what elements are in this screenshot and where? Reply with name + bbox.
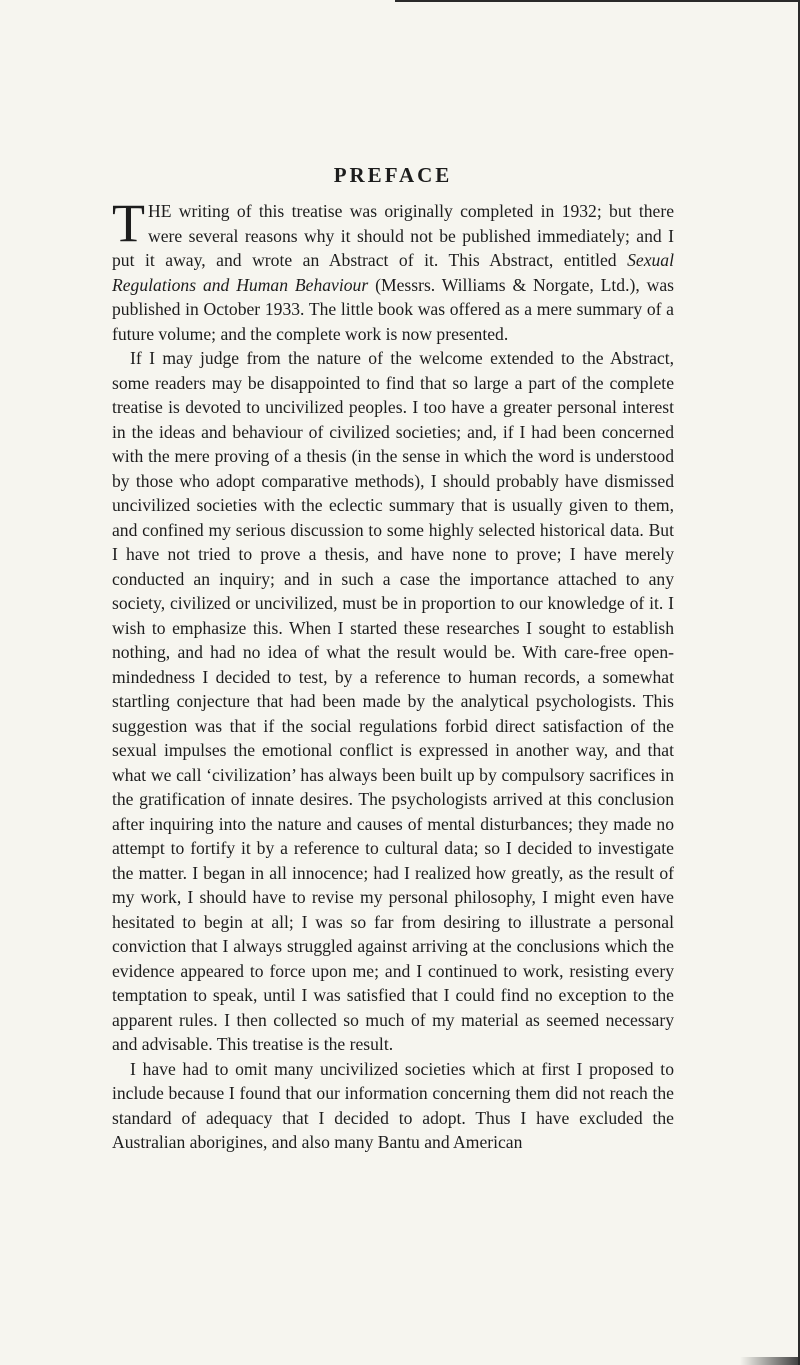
page-edge-top <box>395 0 800 2</box>
page-corner-shadow <box>740 1357 800 1365</box>
drop-cap: T <box>112 193 145 253</box>
paragraph-2: If I may judge from the nature of the welcome extended to the Abstract, some readers may be disappointed to find that so large a part of the complete treatise is devoted to uncivilized peoples. I too have a greater personal interest in the ideas and behaviour of civilized societies; and, if I had been concerned with the mere proving of a thesis (in the sense in which the word is understood by those who adopt comparative methods), I should probably have dismissed uncivilized societies with the eclectic summary that is usually given to them, and confined my serious discussion to some highly selected historical data. But I have not tried to prove a thesis, and have none to prove; I have merely conducted an inquiry; and in such a case the importance attached to any society, civilized or uncivilized, must be in proportion to our knowledge of it. I wish to emphasize this. When I started these researches I sought to establish nothing, and had no idea of what the result would be. With care-free open-mindedness I decided to test, by a reference to human records, a somewhat startling conjecture that had been made by the analytical psychologists. This suggestion was that if the social regulations forbid direct satisfaction of the sexual impulses the emotional conflict is expressed in another way, and that what we call ‘civilization’ has always been built up by compulsory sacrifices in the gratification of innate desires. The psychologists arrived at this conclusion after inquiring into the nature and causes of mental disturbances; they made no attempt to fortify it by a reference to cultural data; so I decided to investigate the matter. I began in all innocence; had I realized how greatly, as the result of my work, I should have to revise my personal philosophy, I might even have hesitated to begin at all; I was so far from desiring to illustrate a personal conviction that I always struggled against arriving at the conclusions which the evidence appeared to force upon me; and I continued to work, resisting every temptation to speak, until I was satisfied that I could find no exception to the apparent rules. I then collected so much of my material as seemed necessary and advisable. This treatise is the result. <box>112 348 674 1054</box>
paragraph-1 <box>112 193 674 346</box>
preface-text-block <box>112 160 674 1155</box>
page-title: PREFACE <box>333 163 453 187</box>
abstract-title: Sexual Regulations and Human Behaviour <box>112 250 674 295</box>
paragraph-1-intro: HE writing of this treatise was originally completed in 1932; but there were several reasons why it should not be published immediately; and I put it away, and wrote an Abstract of it. This Abstract, entitled <box>112 201 674 270</box>
paragraph-3: I have had to omit many uncivilized societies which at first I proposed to include because I found that our information concerning them did not reach the standard of adequacy that I decided to adopt. Thus I have excluded the Australian aborigines, and also many Bantu and American <box>112 1058 674 1152</box>
paragraph-1-rest: (Messrs. Williams & Norgate, Ltd.), was published in October 1933. The little book was offered as a mere summary of a future volume; and the complete work is now presented. <box>112 274 674 344</box>
